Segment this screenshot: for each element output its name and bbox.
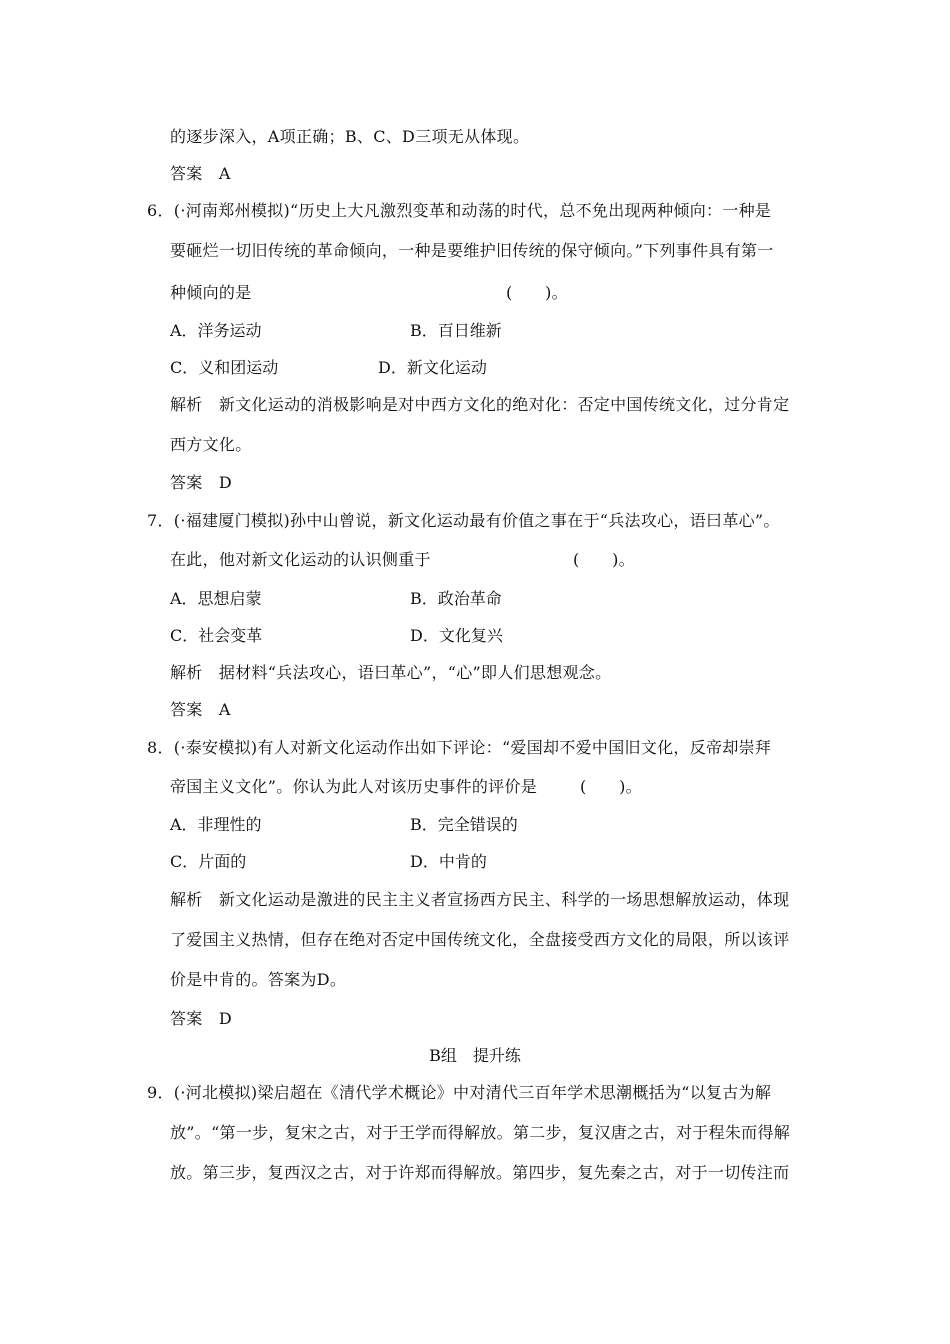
q8-stem-line-1: 8．(·泰安模拟)有人对新文化运动作出如下评论：“爱国却不爱中国旧文化，反帝却崇拜 — [147, 738, 772, 757]
q8-option-a: A．非理性的 — [170, 815, 262, 834]
intro-analysis-line: 的逐步深入，A项正确；B、C、D三项无从体现。 — [170, 127, 530, 146]
q7-stem-line-1: 7．(·福建厦门模拟)孙中山曾说，新文化运动最有价值之事在于“兵法攻心，语曰革心”。 — [147, 511, 780, 530]
q7-option-a: A．思想启蒙 — [170, 589, 262, 608]
q8-analysis-line-2: 了爱国主义热情，但存在绝对否定中国传统文化，全盘接受西方文化的局限，所以该评 — [170, 930, 790, 949]
intro-answer: 答案 A — [170, 164, 231, 183]
q8-analysis-line-1: 解析 新文化运动是激进的民主主义者宣扬西方民主、科学的一场思想解放运动，体现 — [170, 890, 790, 909]
q8-analysis-line-3: 价是中肯的。答案为D。 — [170, 970, 347, 989]
q9-stem-line-2: 放”。“第一步，复宋之古，对于王学而得解放。第二步，复汉唐之古，对于程朱而得解 — [170, 1123, 791, 1142]
q6-stem-line-3: 种倾向的是 — [170, 283, 252, 302]
q8-stem-line-2: 帝国主义文化”。你认为此人对该历史事件的评价是 — [170, 777, 538, 796]
q6-analysis-line-2: 西方文化。 — [170, 435, 252, 454]
q6-option-c: C．义和团运动 — [170, 358, 279, 377]
q8-option-c: C．片面的 — [170, 852, 247, 871]
q9-stem-line-1: 9．(·河北模拟)梁启超在《清代学术概论》中对清代三百年学术思潮概括为“以复古为解 — [147, 1083, 772, 1102]
q6-stem-line-2: 要砸烂一切旧传统的革命倾向，一种是要维护旧传统的保守倾向。”下列事件具有第一 — [170, 241, 774, 260]
q8-answer-blank: ( )。 — [580, 777, 642, 796]
q7-option-d: D．文化复兴 — [410, 626, 503, 645]
q6-stem-line-1: 6．(·河南郑州模拟)“历史上大凡激烈变革和动荡的时代，总不免出现两种倾向：一种是 — [147, 201, 772, 220]
q6-answer-blank: ( )。 — [506, 283, 568, 302]
q6-analysis-line-1: 解析 新文化运动的消极影响是对中西方文化的绝对化：否定中国传统文化，过分肯定 — [170, 395, 790, 414]
q8-option-b: B．完全错误的 — [410, 815, 518, 834]
q8-option-d: D．中肯的 — [410, 852, 487, 871]
q7-analysis-line-1: 解析 据材料“兵法攻心，语曰革心”，“心”即人们思想观念。 — [170, 663, 612, 682]
q7-answer: 答案 A — [170, 700, 231, 719]
section-b-heading: B组 提升练 — [429, 1046, 521, 1065]
q7-option-b: B．政治革命 — [410, 589, 502, 608]
q6-option-d: D．新文化运动 — [378, 358, 487, 377]
q8-answer: 答案 D — [170, 1009, 233, 1028]
q6-option-b: B．百日维新 — [410, 321, 502, 340]
q6-answer: 答案 D — [170, 473, 233, 492]
q7-option-c: C．社会变革 — [170, 626, 263, 645]
q6-option-a: A．洋务运动 — [170, 321, 262, 340]
q7-answer-blank: ( )。 — [573, 550, 635, 569]
q9-stem-line-3: 放。第三步，复西汉之古，对于许郑而得解放。第四步，复先秦之古，对于一切传注而 — [170, 1163, 790, 1182]
q7-stem-line-2: 在此，他对新文化运动的认识侧重于 — [170, 550, 431, 569]
